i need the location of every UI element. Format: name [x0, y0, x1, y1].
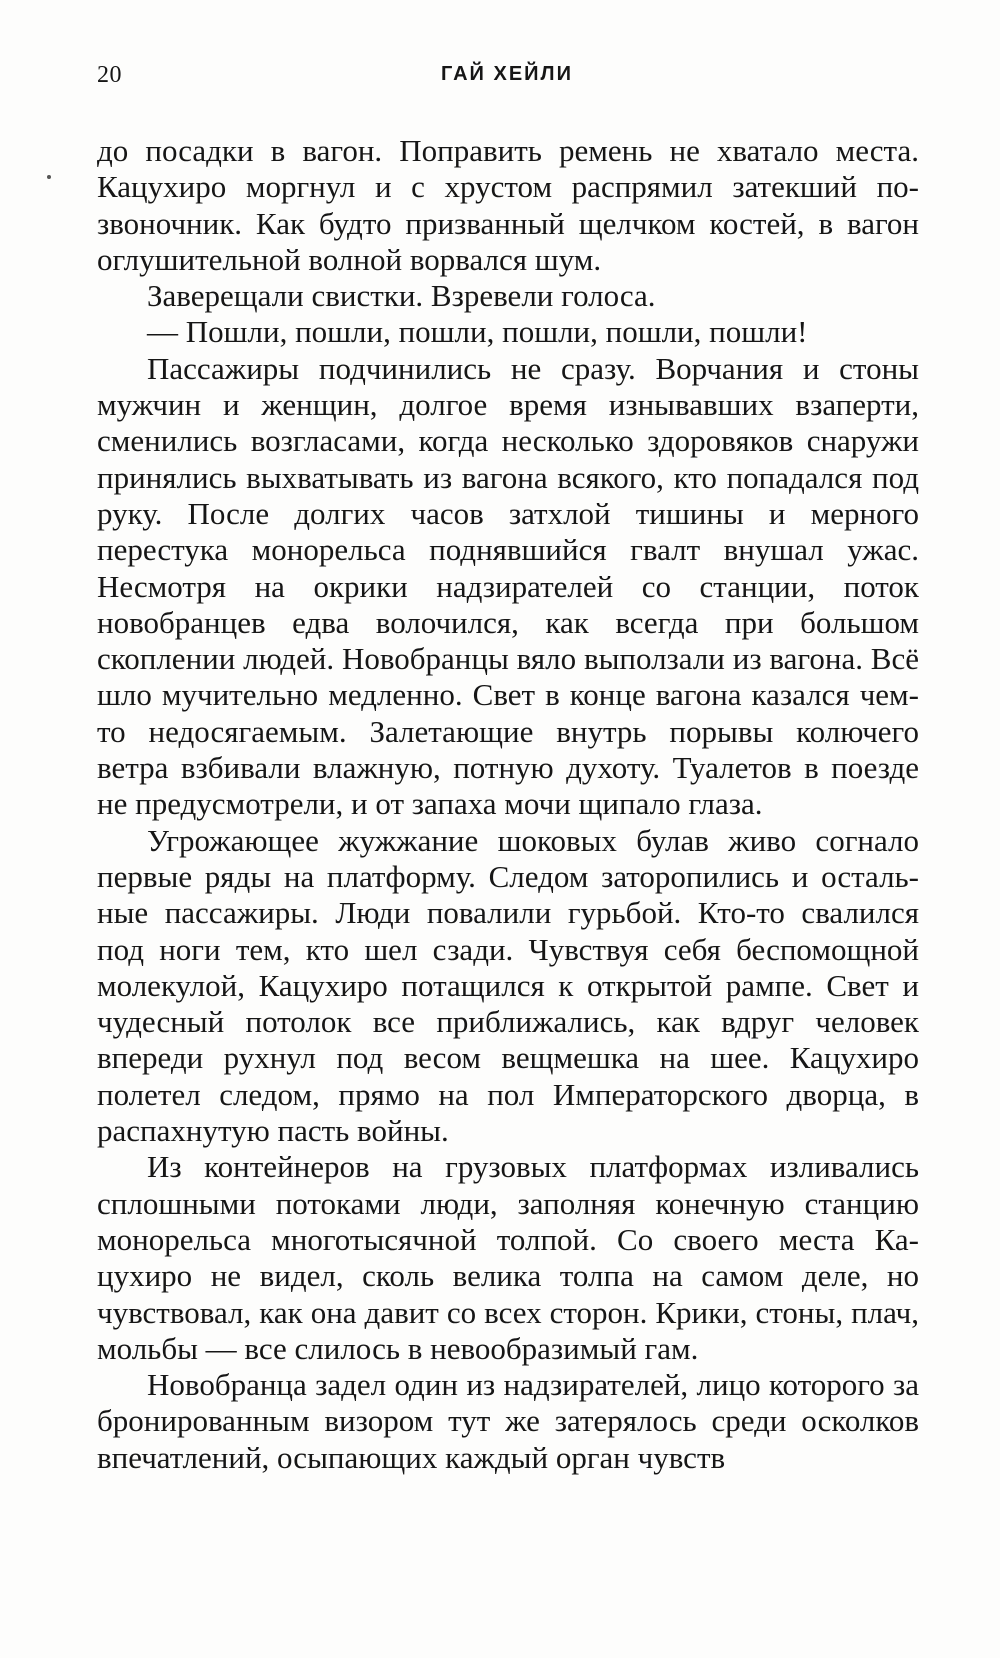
running-title: ГАЙ ХЕЙЛИ [441, 63, 573, 85]
body-text [97, 133, 919, 1476]
paragraph-2: Заверещали свистки. Взревели голоса. [147, 278, 656, 314]
paragraph-1: до посадки в вагон. Поправить ремень не хватало места. Кацухиро моргнул и с хрустом распрямил затекший позвоночник. Как будто призванный щелчком костей, в вагон оглушительной волной ворвался шум. [97, 133, 919, 277]
paragraph-6: Из контейнеров на грузовых платформах изливались сплошными потоками люди, заполняя конечную станцию монорельса многотысячной толпой. Со своего места Кацухиро не видел, сколь велика толпа на самом деле, но чувствовал, как она давит со всех сторон. Крики, стоны, плач, мольбы — все слилось в невообразимый гам. [97, 1149, 919, 1366]
paragraph-5: Угрожающее жужжание шоковых булав живо согнало первые ряды на платформу. Следом заторопились и остальные пассажиры. Люди повалили гурьбой. Кто-то свалился под ноги тем, кто шел сзади. Чувствуя себя беспомощной молекулой, Кацухиро потащился к открытой рампе. Свет и чудесный потолок все приближались, как вдруг человек впереди рухнул под весом вещмешка на шее. Кацухиро полетел следом, прямо на пол Императорского дворца, в распахнутую пасть войны. [97, 822, 919, 1149]
print-speck [47, 175, 51, 179]
paragraph-3-dialogue: — Пошли, пошли, пошли, пошли, пошли, пошли! [147, 314, 808, 350]
paragraph-7: Новобранца задел один из надзирателей, лицо которого за бронированным визором тут же затерялось среди осколков впечатлений, осыпающих каждый орган чувств [97, 1367, 919, 1475]
page-number: 20 [97, 62, 122, 88]
running-head [97, 62, 917, 92]
paragraph-4: Пассажиры подчинились не сразу. Ворчания и стоны мужчин и женщин, долгое время изнывавших взаперти, сменились возгласами, когда несколько здоровяков снаружи принялись выхватывать из вагона всякого, кто попадался под руку. После долгих часов затхлой тишины и мерного перестука монорельса поднявшийся гвалт внушал ужас. Несмотря на окрики надзирателей со станции, поток новобранцев едва волочился, как всегда при большом скоплении людей. Новобранцы вяло выползали из вагона. Всё шло мучительно медленно. Свет в конце вагона казался чем-то недосягаемым. Залетающие внутрь порывы колючего ветра взбивали влажную, потную духоту. Туалетов в поезде не предусмотрели, и от запаха мочи щипало глаза. [97, 350, 919, 822]
